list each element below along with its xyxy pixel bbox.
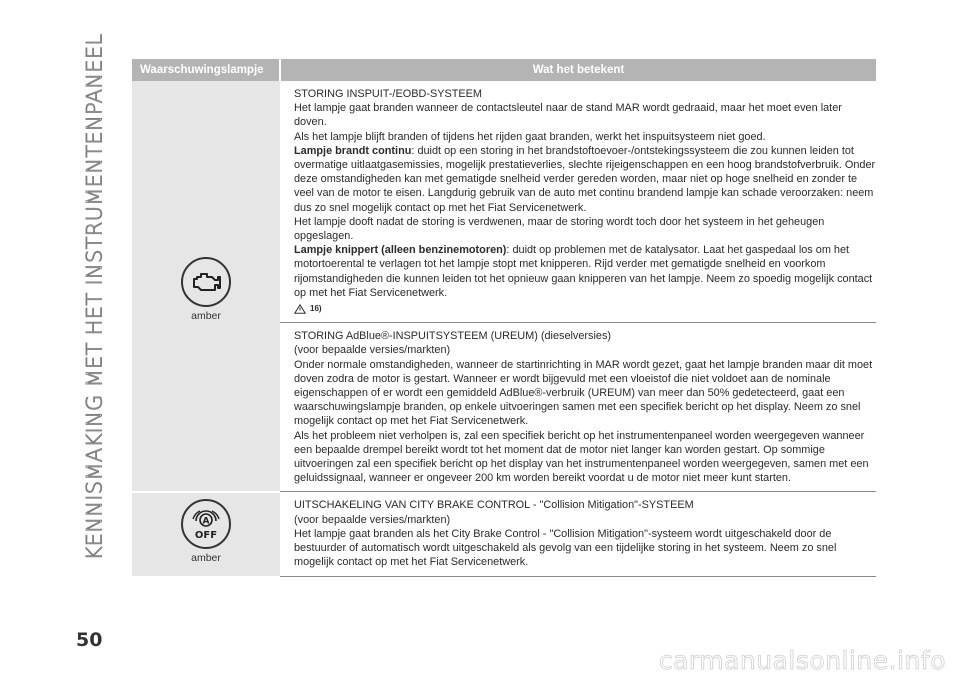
bold-lead: Lampje knippert (alleen benzinemotoren) <box>294 244 507 257</box>
section-title-text: KENNISMAKING MET HET INSTRUMENTENPANEEL <box>82 33 107 561</box>
row-title: STORING AdBlue®-INSPUITSYSTEEM (UREUM) (dieselversies) <box>294 330 612 343</box>
paragraph: Onder normale omstandigheden, wanneer de startinrichting in MAR wordt gezet, gaat het lampje branden maar dit moet doven zodra de motor is gestart. Wanneer er wordt bijgevuld met een vloeistof die niet voldoet aan de nominale eigenschappen of er wordt een gemiddeld AdBlue®-verbruik (UREUM) van meer dan 50% gedetecteerd, gaat een waarschuwingslampje branden, op enkele uitvoeringen samen met een specifiek bericht op het display. Neem zo snel mogelijk contact op met het Fiat Servicenetwerk. <box>294 358 873 428</box>
reference-number: 16) <box>310 304 322 314</box>
lamp-color-label: amber <box>191 551 221 564</box>
paragraph: Als het probleem niet verholpen is, zal een specifiek bericht op het instrumentenpaneel worden weergegeven wanneer een bepaalde drempel bereikt wordt tot het moment dat de motor niet langer kan worden gestart. Op sommige uitvoeringen zal een specifiek bericht op het display van het instrumentenpaneel worden weergegeven, samen met een geluidssignaal, wanneer er ongeveer 200 km worden bereikt voordat u de motor niet meer kunt starten. <box>294 429 869 485</box>
paragraph: (voor bepaalde versies/markten) <box>294 344 451 357</box>
table-header-row <box>132 59 876 81</box>
table-row <box>132 492 876 576</box>
description-cell <box>280 492 876 576</box>
description-cell <box>280 81 876 323</box>
city-brake-off-icon <box>181 499 231 549</box>
table-row <box>132 81 876 323</box>
lamp-cell <box>132 492 280 576</box>
lamp-color-label: amber <box>191 310 221 322</box>
section-title-vertical <box>70 33 118 561</box>
description-cell <box>280 323 876 492</box>
paragraph: Als het lampje blijft branden of tijdens het rijden gaat branden, werkt het inspuitsysteem niet goed. <box>294 130 766 143</box>
header-meaning: Wat het betekent <box>280 59 876 81</box>
watermark: carmanualsonline.info <box>658 646 946 675</box>
paragraph: (voor bepaalde versies/markten) <box>294 513 451 526</box>
paragraph: Het lampje gaat branden als het City Brake Control - "Collision Mitigation"-systeem wordt uitgeschakeld door de bestuurder of automatisch wordt uitgeschakeld als gevolg van een tijdelijke storing in het systeem. Neem zo snel mogelijk contact op met het Fiat Servicenetwerk. <box>294 527 837 569</box>
page-number: 50 <box>76 629 103 651</box>
bold-lead: Lampje brandt continu <box>294 144 412 157</box>
lamp-cell <box>132 81 280 492</box>
header-warning-lamp: Waarschuwingslampje <box>132 59 280 81</box>
row-title: UITSCHAKELING VAN CITY BRAKE CONTROL - "Collision Mitigation"-SYSTEEM <box>294 499 694 512</box>
warning-lights-table <box>132 59 876 577</box>
paragraph: Het lampje dooft nadat de storing is verdwenen, maar de storing wordt toch door het systeem in het geheugen opgeslagen. <box>294 215 825 243</box>
row-title: STORING INSPUIT-/EOBD-SYSTEEM <box>294 88 482 100</box>
paragraph: Lampje brandt continu: duidt op een storing in het brandstoftoevoer-/ontstekingssysteem die zou kunnen leiden tot overmatige uitlaatgasemissies, mogelijk prestatieverlies, slechte rijeigenschappen en een hoog brandstofverbruik. Onder deze omstandigheden kan met gematigde snelheid verder gereden worden, maar niet op hoge snelheid en zonder te veel van de motor te eisen. Langdurig gebruik van de auto met continu brandend lampje kan schade veroorzaken: neem dus zo snel mogelijk contact op met het Fiat Servicenetwerk. <box>294 144 876 214</box>
svg-text:A: A <box>202 516 210 527</box>
warning-reference-icon <box>294 304 306 314</box>
reference-note[interactable] <box>294 302 876 316</box>
off-text: OFF <box>194 529 218 541</box>
paragraph: Het lampje gaat branden wanneer de contactsleutel naar de stand MAR wordt gedraaid, maar het moet even later doven. <box>294 102 842 129</box>
paragraph: Lampje knippert (alleen benzinemotoren): duidt op problemen met de katalysator. Laat het gaspedaal los om het motortoerental te verlagen tot het lampje stopt met knipperen. Rijd verder met gematigde snelheid en voorkom rijomstandigheden die kunnen leiden tot het opnieuw gaan knipperen van het lampje. Neem zo spoedig mogelijk contact op met het Fiat Servicenetwerk. <box>294 244 873 299</box>
check-engine-icon <box>181 257 231 307</box>
